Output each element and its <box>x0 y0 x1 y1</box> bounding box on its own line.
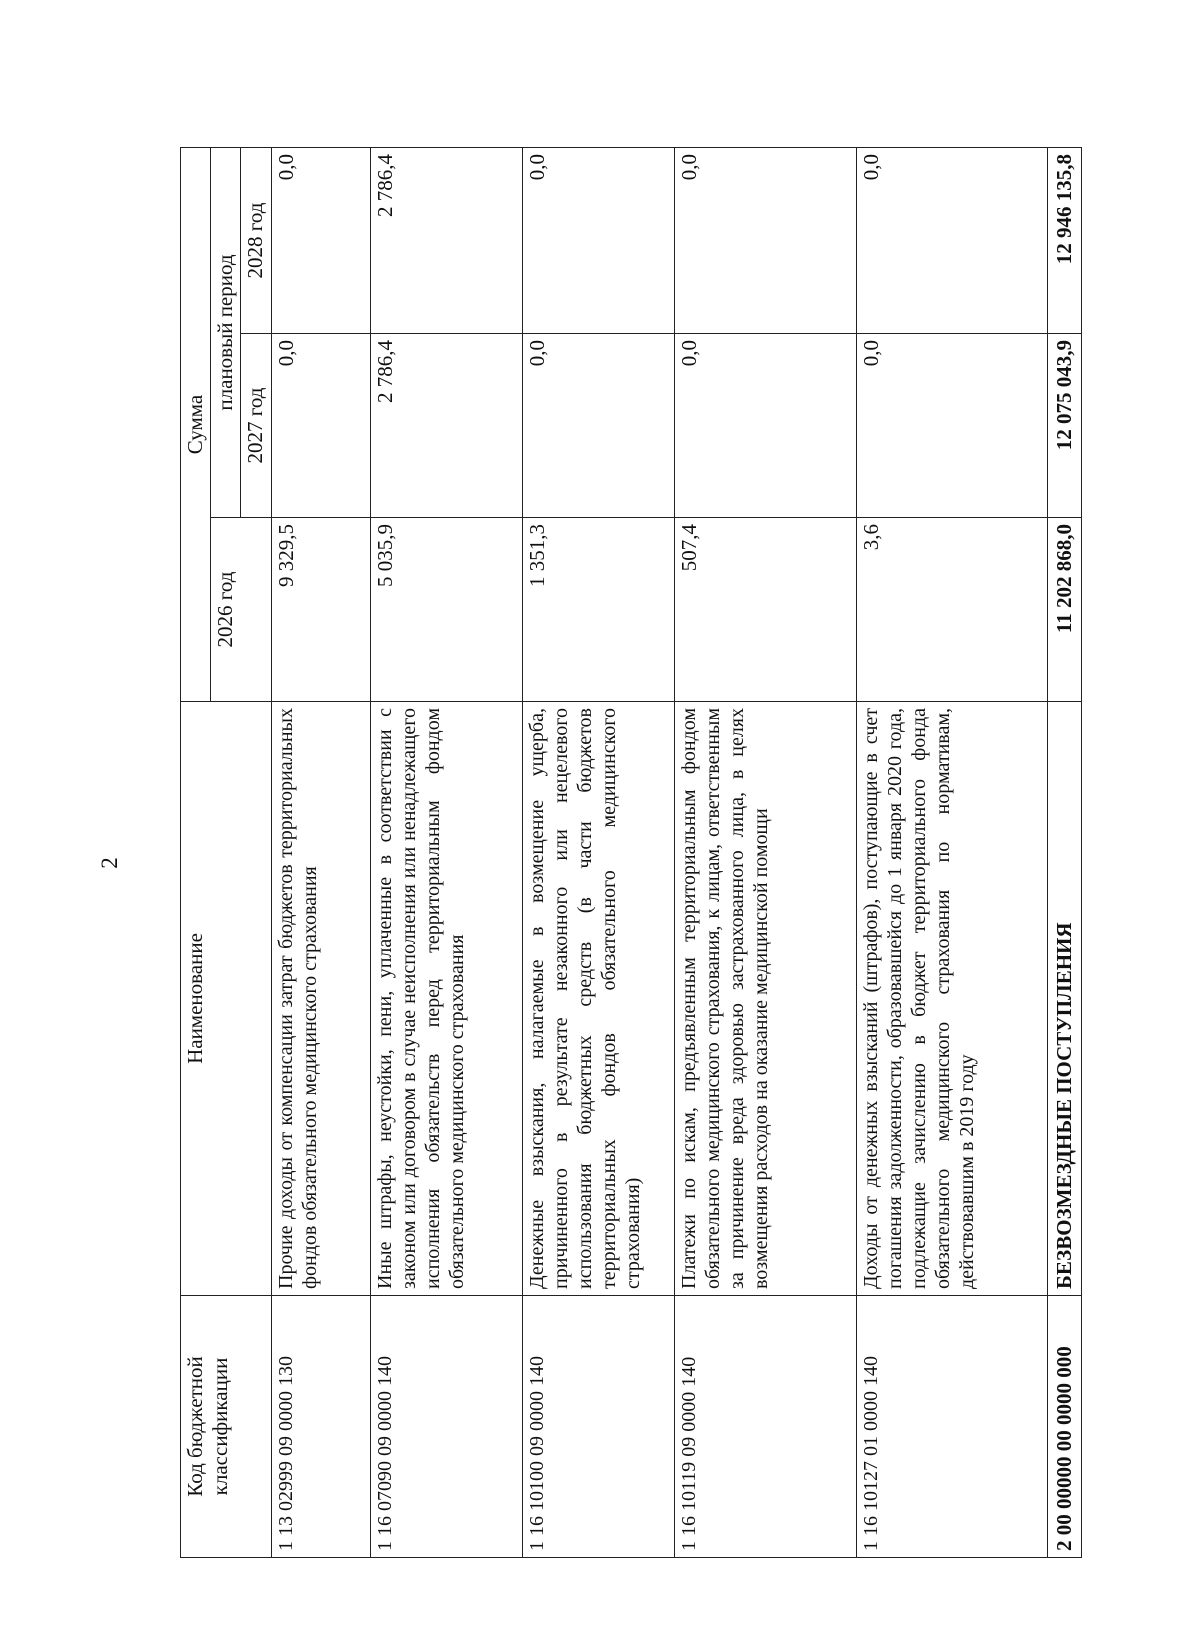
total-name: БЕЗВОЗМЕЗДНЫЕ ПОСТУПЛЕНИЯ <box>1047 702 1081 1296</box>
row-value-2027: 0,0 <box>522 334 674 518</box>
header-sum: Сумма <box>181 148 211 702</box>
row-code: 1 13 02999 09 0000 130 <box>271 1296 370 1558</box>
row-name: Иные штрафы, неустойки, пени, уплаченные в соответствии с законом или договором в случае неисполнения или ненадлежащего исполнения обязательств перед территориальным фондом обязательного медицинского страхования <box>370 702 522 1296</box>
row-code: 1 16 10127 01 0000 140 <box>857 1296 1047 1558</box>
row-value-2027: 0,0 <box>674 334 856 518</box>
header-planning-period: плановый период <box>211 148 241 518</box>
header-name: Наименование <box>181 702 272 1296</box>
header-year-2027: 2027 год <box>241 334 271 518</box>
budget-revenue-table <box>180 147 1082 1558</box>
row-name: Денежные взыскания, налагаемые в возмещение ущерба, причиненного в результате незаконного или нецелевого использования бюджетных средств (в части бюджетов территориальных фондов обязательного медицинского страхования) <box>522 702 674 1296</box>
row-value-2027: 0,0 <box>271 334 370 518</box>
row-value-2027: 2 786,4 <box>370 334 522 518</box>
table-row <box>674 148 856 1558</box>
row-value-2027: 0,0 <box>857 334 1047 518</box>
row-value-2026: 5 035,9 <box>370 518 522 702</box>
row-value-2026: 9 329,5 <box>271 518 370 702</box>
table-row <box>522 148 674 1558</box>
row-value-2028: 0,0 <box>271 148 370 334</box>
total-value-2026: 11 202 868,0 <box>1047 518 1081 702</box>
total-row <box>1047 148 1081 1558</box>
rotated-table-container <box>180 148 1082 1558</box>
table-row <box>857 148 1047 1558</box>
rotated-table-inner <box>180 148 1082 1558</box>
table-row <box>370 148 522 1558</box>
row-value-2028: 0,0 <box>674 148 856 334</box>
table-row <box>271 148 370 1558</box>
row-value-2028: 0,0 <box>522 148 674 334</box>
header-code: Код бюджетной классификации <box>181 1296 272 1558</box>
row-value-2026: 1 351,3 <box>522 518 674 702</box>
page-number: 2 <box>97 857 122 869</box>
row-value-2026: 507,4 <box>674 518 856 702</box>
row-code: 1 16 10100 09 0000 140 <box>522 1296 674 1558</box>
row-name: Прочие доходы от компенсации затрат бюджетов территориальных фондов обязательного медицинского страхования <box>271 702 370 1296</box>
header-year-2026: 2026 год <box>211 518 271 702</box>
row-name: Платежи по искам, предъявленным территориальным фондом обязательного медицинского страхования, к лицам, ответственным за причинение вреда здоровью застрахованного лица, в целях возмещения расходов на оказание медицинской помощи <box>674 702 856 1296</box>
row-code: 1 16 07090 09 0000 140 <box>370 1296 522 1558</box>
row-code: 1 16 10119 09 0000 140 <box>674 1296 856 1558</box>
row-value-2028: 2 786,4 <box>370 148 522 334</box>
row-name: Доходы от денежных взысканий (штрафов), поступающие в счет погашения задолженности, образовавшейся до 1 января 2020 года, подлежащие зачислению в бюджет территориального фонда обязательного медицинского страхования по нормативам, действовавшим в 2019 году <box>857 702 1047 1296</box>
row-value-2028: 0,0 <box>857 148 1047 334</box>
total-value-2028: 12 946 135,8 <box>1047 148 1081 334</box>
header-year-2028: 2028 год <box>241 148 271 334</box>
row-value-2026: 3,6 <box>857 518 1047 702</box>
total-code: 2 00 00000 00 0000 000 <box>1047 1296 1081 1558</box>
total-value-2027: 12 075 043,9 <box>1047 334 1081 518</box>
